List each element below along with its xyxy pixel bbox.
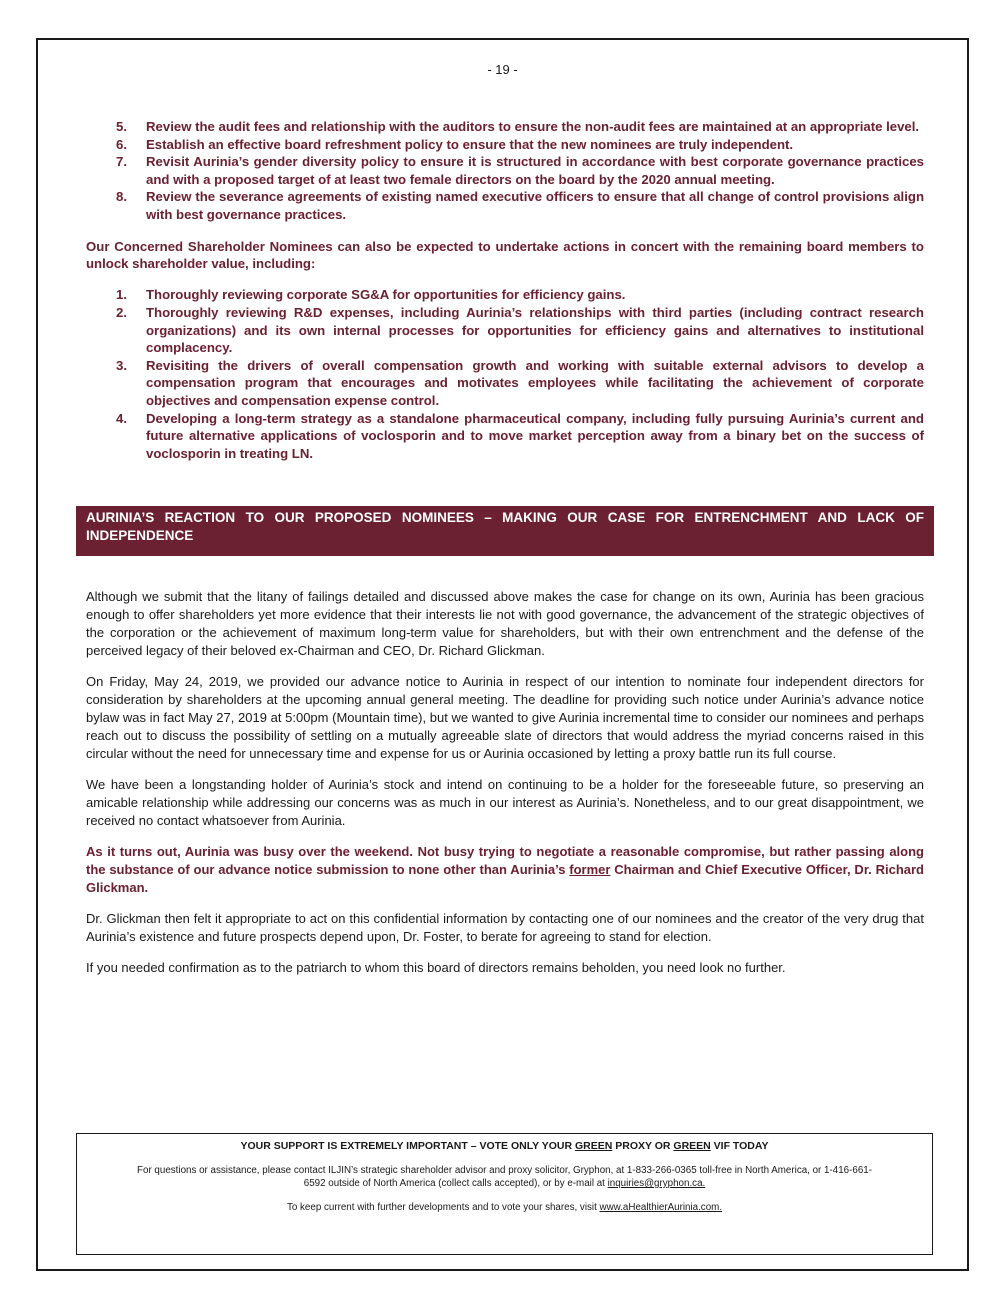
list-item bbox=[116, 118, 924, 136]
green-proxy: GREEN bbox=[574, 1140, 613, 1152]
list-text: Developing a long-term strategy as a standalone pharmaceutical company, including fully pursuing Aurinia’s current and future alternative applications of voclosporin and to move market perception away from a binary bet on the success of voclosporin in treating LN. bbox=[146, 410, 924, 461]
list-item bbox=[116, 286, 924, 304]
section-header: AURINIA’S REACTION TO OUR PROPOSED NOMINEES – MAKING OUR CASE FOR ENTRENCHMENT AND LACK OF INDEPENDENCE bbox=[76, 506, 934, 556]
list-number: 7. bbox=[116, 154, 127, 170]
list-item bbox=[116, 357, 924, 410]
contact-text: For questions or assistance, please contact ILJIN’s strategic shareholder advisor and proxy solicitor, Gryphon, at 1-833-266-0365 toll-free in North America, or 1-416-661-6592 outside of North America (collect calls accepted), or by e-mail at bbox=[137, 1165, 872, 1189]
actions-list bbox=[86, 286, 924, 462]
list-item bbox=[116, 136, 924, 154]
visit-text: To keep current with further developments and to vote your shares, visit bbox=[286, 1202, 600, 1213]
support-title-text: PROXY OR bbox=[612, 1140, 674, 1152]
emphasis-paragraph bbox=[86, 843, 924, 897]
page-frame bbox=[36, 38, 969, 1271]
green-vif: GREEN bbox=[673, 1140, 711, 1152]
list-item bbox=[116, 304, 924, 357]
intro-paragraph: Our Concerned Shareholder Nominees can also be expected to undertake actions in concert with the remaining board members to unlock shareholder value, including: bbox=[86, 238, 924, 271]
support-box bbox=[76, 1133, 933, 1255]
list-number: 6. bbox=[116, 136, 127, 152]
support-contact bbox=[77, 1164, 932, 1190]
list-text: Review the audit fees and relationship with the auditors to ensure the non-audit fees are maintained at an appropriate level. bbox=[146, 119, 920, 134]
emphasis-text: As it turns out, Aurinia was busy over the weekend. Not busy trying to negotiate a reasonable compromise, but rather passing along the substance of our advance notice submission to none other than Aurinia’s bbox=[86, 844, 924, 878]
list-text: Establish an effective board refreshment policy to ensure that the new nominees are truly independent. bbox=[146, 136, 794, 152]
underlined-word: former bbox=[569, 862, 611, 878]
list-number: 2. bbox=[116, 304, 127, 320]
list-text: Thoroughly reviewing R&D expenses, including Aurinia’s relationships with third parties (including contract research organizations) and its own internal processes for opportunities for efficiency gains and alternatives to institutional complacency. bbox=[146, 304, 924, 356]
support-title-text: VIF TODAY bbox=[710, 1140, 769, 1152]
website-link[interactable]: www.aHealthierAurinia.com. bbox=[599, 1202, 723, 1213]
paragraph: On Friday, May 24, 2019, we provided our advance notice to Aurinia in respect of our intention to nominate four independent directors for consideration by shareholders at the upcoming annual general meeting. The deadline for providing such notice under Aurinia’s advance notice bylaw was in fact May 27, 2019 at 5:00pm (Mountain time), but we wanted to give Aurinia incremental time to consider our nominees and perhaps reach out to discuss the possibility of settling on a mutually agreeable slate of directors that would address the myriad concerns raised in this circular without the need for unnecessary time and expense for us or Aurinia occasioned by letting a proxy battle run its full course. bbox=[86, 674, 924, 762]
list-item bbox=[116, 410, 924, 463]
support-title-text: YOUR SUPPORT IS EXTREMELY IMPORTANT – VOTE ONLY YOUR bbox=[240, 1140, 575, 1152]
list-number: 8. bbox=[116, 189, 127, 205]
email-link[interactable]: inquiries@gryphon.ca. bbox=[607, 1178, 706, 1189]
body-text bbox=[86, 588, 924, 977]
support-title bbox=[77, 1140, 932, 1152]
list-text: Revisiting the drivers of overall compensation growth and working with suitable external advisors to develop a compensation program that encourages and motivates employees while facilitating the achievement of corporate objectives and compensation expense control. bbox=[146, 357, 924, 408]
list-text: Thoroughly reviewing corporate SG&A for opportunities for efficiency gains. bbox=[146, 287, 626, 303]
paragraph: We have been a longstanding holder of Aurinia’s stock and intend on continuing to be a holder for the foreseeable future, so preserving an amicable relationship while addressing our concerns was as much in our interest as Aurinia’s. Nonetheless, and to our great disappointment, we received no contact whatsoever from Aurinia. bbox=[86, 777, 924, 829]
list-number: 3. bbox=[116, 357, 127, 373]
list-text: Review the severance agreements of existing named executive officers to ensure that all change of control provisions align with best governance practices. bbox=[146, 189, 924, 222]
list-item bbox=[116, 188, 924, 223]
paragraph: If you needed confirmation as to the patriarch to whom this board of directors remains beholden, you need look no further. bbox=[86, 960, 786, 976]
list-text: Revisit Aurinia’s gender diversity policy to ensure it is structured in accordance with best corporate governance practices and with a proposed target of at least two female directors on the board by the 2020 annual meeting. bbox=[146, 154, 924, 187]
list-item bbox=[116, 153, 924, 188]
emphasis-text: Chairman and Chief Executive Officer, Dr. Richard Glickman. bbox=[86, 862, 924, 896]
support-visit bbox=[77, 1202, 932, 1213]
governance-list bbox=[86, 118, 924, 224]
page-number: - 19 - bbox=[487, 62, 518, 77]
list-number: 4. bbox=[116, 410, 127, 426]
list-number: 5. bbox=[116, 119, 127, 134]
paragraph: Dr. Glickman then felt it appropriate to act on this confidential information by contacting one of our nominees and the creator of the very drug that Aurinia’s existence and future prospects depend upon, Dr. Foster, to berate for agreeing to stand for election. bbox=[86, 911, 924, 945]
paragraph: Although we submit that the litany of failings detailed and discussed above makes the case for change on its own, Aurinia has been gracious enough to offer shareholders yet more evidence that their interests lie not with good governance, the advancement of the strategic objectives of the corporation or the achievement of maximum long-term value for shareholders, but with their own entrenchment and the defense of the perceived legacy of their beloved ex-Chairman and CEO, Dr. Richard Glickman. bbox=[86, 589, 924, 659]
page-content bbox=[86, 118, 924, 990]
list-number: 1. bbox=[116, 287, 127, 303]
